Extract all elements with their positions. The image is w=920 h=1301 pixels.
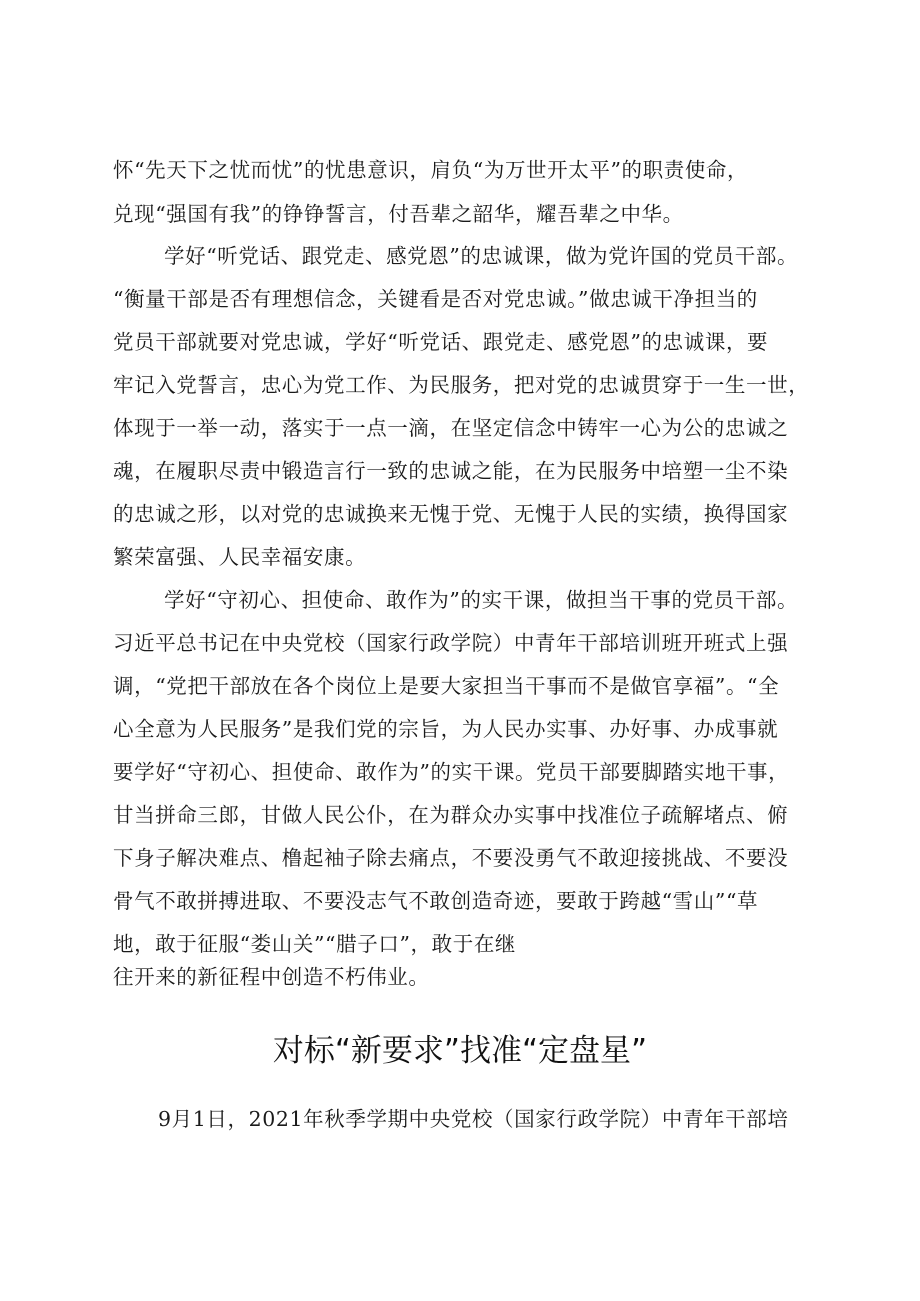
section-heading: 对标“新要求”找准“定盘星” [272,1033,648,1069]
paragraph-1-line-2: 兑现“强国有我”的铮铮誓言，付吾辈之韶华，耀吾辈之中华。 [113,202,684,226]
paragraph-4-line-1: 9月1日，2021年秋季学期中央党校（国家行政学院）中青年干部培 [158,1107,789,1131]
paragraph-3-line-4: 心全意为人民服务”是我们党的宗旨，为人民办实事、办好事、办成事就 [113,717,779,741]
paragraph-3-line-1: 学好“守初心、担使命、敢作为”的实干课，做担当干事的党员干部。 [164,588,799,612]
paragraph-3-line-6: 甘当拼命三郎，甘做人民公仆，在为群众办实事中找准位子疏解堵点、俯 [113,803,789,827]
paragraph-1-line-1: 怀“先天下之忧而忧”的忧患意识，肩负“为万世开太平”的职责使命， [113,158,749,182]
paragraph-3-line-3: 调，“党把干部放在各个岗位上是要大家担当干事而不是做官享福”。“全 [113,674,780,698]
paragraph-2-line-2: “衡量干部是否有理想信念，关键看是否对党忠诚。”做忠诚干净担当的 [113,287,758,311]
paragraph-3-line-9: 地，敢于征服“娄山关”“腊子口”，敢于在继 [113,932,517,956]
paragraph-2-line-1: 学好“听党话、跟党走、感党恩”的忠诚课，做为党许国的党员干部。 [164,244,799,268]
paragraph-3-line-5: 要学好“守初心、担使命、敢作为”的实干课。党员干部要脚踏实地干事， [113,760,790,784]
paragraph-3-line-2: 习近平总书记在中央党校（国家行政学院）中青年干部培训班开班式上强 [113,631,789,655]
paragraph-3-line-8: 骨气不敢拼搏进取、不要没志气不敢创造奇迹，要敢于跨越“雪山”“草 [113,889,759,913]
paragraph-2-line-4: 牢记入党誓言，忠心为党工作、为民服务，把对党的忠诚贯穿于一生一世， [113,373,810,397]
paragraph-2-line-6: 魂，在履职尽责中锻造言行一致的忠诚之能，在为民服务中培塑一尘不染 [113,459,789,483]
paragraph-2-line-3: 党员干部就要对党忠诚，学好“听党话、跟党走、感党恩”的忠诚课，要 [113,330,769,354]
paragraph-3-line-10: 往开来的新征程中创造不朽伟业。 [113,965,430,989]
paragraph-3-line-7: 下身子解决难点、橹起袖子除去痛点，不要没勇气不敢迎接挑战、不要没 [113,846,789,870]
paragraph-2-line-5: 体现于一举一动，落实于一点一滴，在坚定信念中铸牢一心为公的忠诚之 [113,416,789,440]
paragraph-2-line-8: 繁荣富强、人民幸福安康。 [113,545,367,569]
paragraph-2-line-7: 的忠诚之形，以对党的忠诚换来无愧于党、无愧于人民的实绩，换得国家 [113,502,789,526]
